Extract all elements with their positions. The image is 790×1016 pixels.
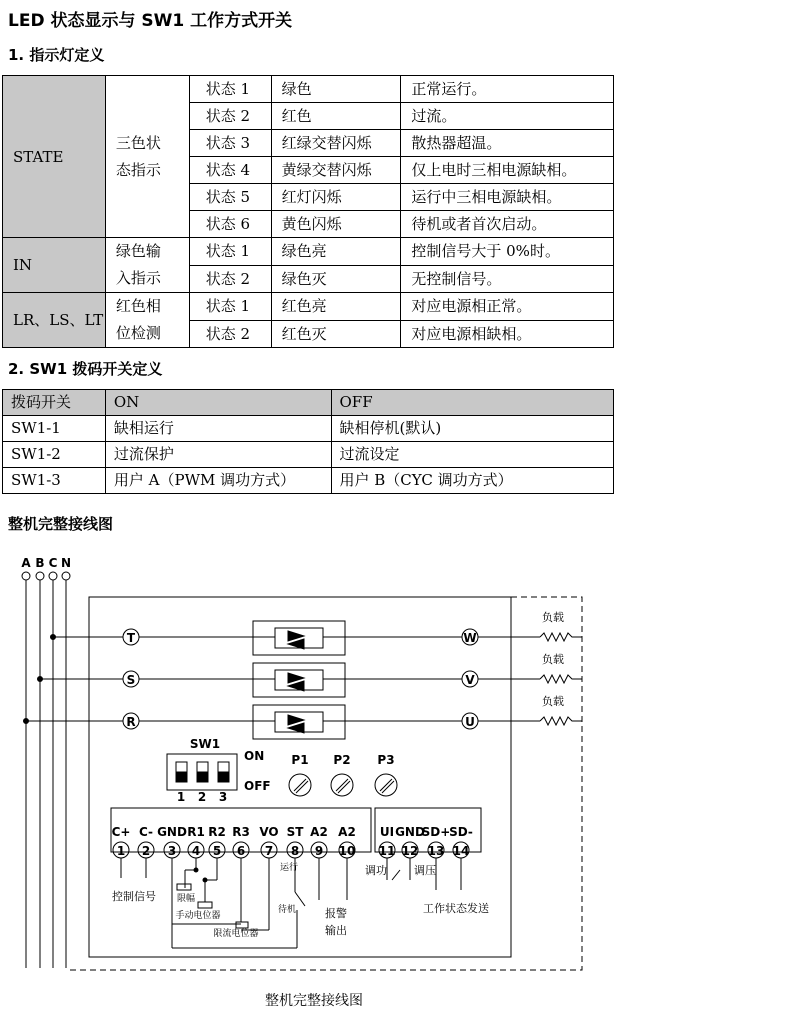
terminal-number: 5	[212, 844, 222, 858]
limit-label: 限幅	[176, 894, 196, 904]
limit-pot	[177, 884, 191, 890]
section2-heading: 2. SW1 拨码开关定义	[8, 360, 163, 378]
led-meaning: 过流。	[401, 103, 614, 130]
group-name: STATE	[3, 76, 106, 238]
led-color: 绿色灭	[271, 265, 401, 293]
regulate-label: 调功	[365, 864, 387, 877]
phase-label: C	[48, 556, 58, 570]
phase-terminal	[49, 572, 57, 580]
wire	[295, 892, 305, 906]
terminal-number: 11	[378, 844, 396, 858]
terminal-label: UI	[379, 825, 395, 839]
run-label: 运行	[279, 863, 299, 873]
sw1-label: SW1	[189, 737, 221, 751]
load-label: 负载	[542, 653, 564, 666]
led-row	[3, 293, 614, 321]
led-meaning: 正常运行。	[401, 76, 614, 103]
terminal-number: 7	[264, 844, 274, 858]
terminal-number: 2	[141, 844, 151, 858]
led-meaning: 待机或者首次启动。	[401, 211, 614, 238]
section1-heading: 1. 指示灯定义	[8, 46, 105, 64]
group-desc-line: 绿色输	[115, 242, 161, 260]
led-meaning: 无控制信号。	[401, 265, 614, 293]
led-state: 状态 5	[189, 184, 271, 211]
terminal-number: 8	[290, 844, 300, 858]
sw1-row	[3, 416, 614, 442]
terminal-number: 12	[401, 844, 419, 858]
group-name: IN	[3, 238, 106, 293]
standby-label: 待机	[277, 905, 297, 915]
led-state: 状态 1	[189, 293, 271, 321]
sw1-header: 拨码开关	[3, 390, 106, 416]
terminal-label: SD+	[421, 825, 451, 839]
output-label: V	[465, 673, 475, 687]
voltage-reg-label: 调压	[414, 864, 436, 877]
terminal-number: 6	[236, 844, 246, 858]
group-desc	[105, 238, 189, 293]
led-color: 红色亮	[271, 293, 401, 321]
terminal-label: SD-	[449, 825, 473, 839]
led-state: 状态 3	[189, 130, 271, 157]
terminal-label: ST	[286, 825, 304, 839]
sw1-header: ON	[105, 390, 331, 416]
sw1-cell: SW1-2	[3, 442, 106, 468]
led-color: 黄绿交替闪烁	[271, 157, 401, 184]
terminal-number: 10	[338, 844, 356, 858]
manual-pot-label: 手动电位器	[175, 911, 221, 921]
sw1-row	[3, 442, 614, 468]
led-row	[3, 238, 614, 266]
terminal-label: A2	[338, 825, 356, 839]
input-label: T	[126, 631, 136, 645]
sw1-cell: 缺相运行	[105, 416, 331, 442]
led-color: 绿色	[271, 76, 401, 103]
sw-on-label: ON	[244, 749, 265, 763]
sw1-header: OFF	[331, 390, 614, 416]
alarm-label: 输出	[325, 924, 347, 937]
input-label: R	[126, 715, 136, 729]
led-state: 状态 1	[189, 238, 271, 266]
led-state: 状态 4	[189, 157, 271, 184]
wiring-diagram	[0, 545, 790, 985]
sw1-cell: 用户 A（PWM 调功方式）	[105, 468, 331, 494]
dip-number: 1	[176, 790, 186, 804]
current-limit-pot-label: 限流电位器	[213, 929, 259, 939]
terminal-label: C+	[111, 825, 131, 839]
dip-number: 3	[218, 790, 228, 804]
output-label: U	[465, 715, 475, 729]
terminal-label: A2	[310, 825, 328, 839]
pot-label: P2	[333, 753, 351, 767]
limit-current-pot	[236, 922, 248, 928]
dip-number: 2	[197, 790, 207, 804]
group-desc-line: 态指示	[115, 160, 161, 179]
led-state: 状态 6	[189, 211, 271, 238]
sw1-cell: SW1-3	[3, 468, 106, 494]
control-signal-label: 控制信号	[112, 890, 156, 903]
phase-terminal	[36, 572, 44, 580]
group-desc-line: 入指示	[115, 269, 161, 287]
terminal-label: VO	[259, 825, 279, 839]
diagram-caption: 整机完整接线图	[265, 993, 363, 1009]
status-send-label: 工作状态发送	[423, 902, 489, 915]
sw1-cell: SW1-1	[3, 416, 106, 442]
enclosure-dashed	[66, 597, 582, 970]
led-color: 绿色亮	[271, 238, 401, 266]
group-name: LR、LS、LT	[3, 293, 106, 348]
terminal-number: 4	[191, 844, 201, 858]
led-meaning: 仅上电时三相电源缺相。	[401, 157, 614, 184]
phase-terminal	[22, 572, 30, 580]
group-desc	[105, 293, 189, 348]
input-label: S	[126, 673, 136, 687]
led-state: 状态 2	[189, 320, 271, 348]
pot-label: P3	[377, 753, 395, 767]
phase-terminal	[62, 572, 70, 580]
led-color: 黄色闪烁	[271, 211, 401, 238]
led-state: 状态 2	[189, 265, 271, 293]
terminal-label: GND	[395, 825, 425, 839]
sw1-cell: 缺相停机(默认)	[331, 416, 614, 442]
led-table	[2, 75, 614, 348]
terminal-number: 14	[452, 844, 470, 858]
phase-label: B	[35, 556, 45, 570]
phase-label: N	[60, 556, 72, 570]
led-meaning: 运行中三相电源缺相。	[401, 184, 614, 211]
led-color: 红色	[271, 103, 401, 130]
terminal-label: GND	[157, 825, 187, 839]
group-desc-line: 红色相	[115, 297, 161, 315]
load-resistor	[540, 633, 582, 641]
terminal-label: R2	[208, 825, 226, 839]
sw-off-label: OFF	[244, 779, 271, 793]
terminal-label: R3	[232, 825, 250, 839]
led-color: 红绿交替闪烁	[271, 130, 401, 157]
sw1-cell: 过流保护	[105, 442, 331, 468]
led-meaning: 对应电源相正常。	[401, 293, 614, 321]
group-desc	[105, 76, 189, 238]
dip-knob	[177, 772, 186, 781]
terminal-number: 1	[116, 844, 126, 858]
pot-label: P1	[291, 753, 309, 767]
group-desc-line: 位检测	[115, 324, 161, 342]
sw1-table	[2, 389, 614, 494]
terminal-number: 13	[427, 844, 445, 858]
phase-label: A	[21, 556, 31, 570]
section3-heading: 整机完整接线图	[8, 515, 114, 533]
dip-knob	[219, 772, 228, 781]
load-label: 负载	[542, 695, 564, 708]
led-meaning: 散热器超温。	[401, 130, 614, 157]
led-meaning: 对应电源相缺相。	[401, 320, 614, 348]
alarm-label: 报警	[325, 907, 347, 920]
wire	[392, 870, 400, 880]
led-row	[3, 76, 614, 103]
terminal-number: 9	[314, 844, 324, 858]
output-label: W	[463, 631, 477, 645]
led-color: 红色灭	[271, 320, 401, 348]
sw1-cell: 用户 B（CYC 调功方式）	[331, 468, 614, 494]
sw1-cell: 过流设定	[331, 442, 614, 468]
terminal-label: R1	[187, 825, 205, 839]
terminal-number: 3	[167, 844, 177, 858]
manual-pot	[198, 902, 212, 908]
load-resistor	[540, 675, 582, 683]
sw1-row	[3, 468, 614, 494]
group-desc-line: 三色状	[115, 133, 161, 152]
led-color: 红灯闪烁	[271, 184, 401, 211]
led-meaning: 控制信号大于 0%时。	[401, 238, 614, 266]
load-resistor	[540, 717, 582, 725]
page-title: LED 状态显示与 SW1 工作方式开关	[8, 11, 293, 31]
led-state: 状态 1	[189, 76, 271, 103]
led-state: 状态 2	[189, 103, 271, 130]
load-label: 负载	[542, 611, 564, 624]
terminal-label: C-	[138, 825, 154, 839]
dip-knob	[198, 772, 207, 781]
